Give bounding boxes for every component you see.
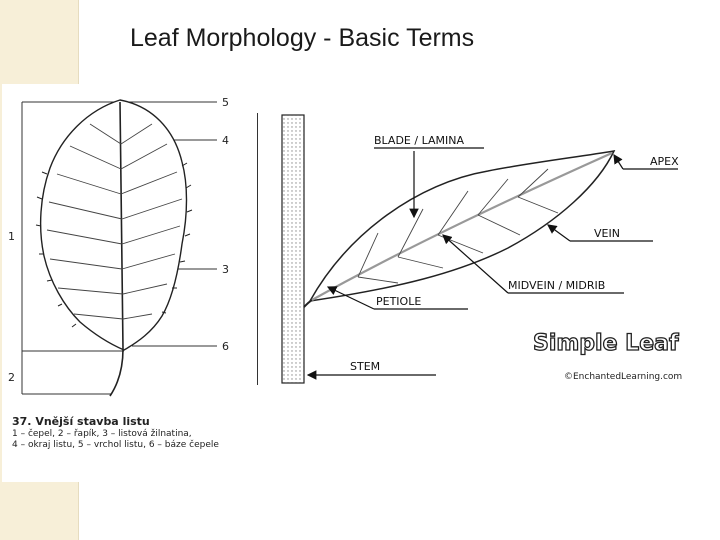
stem-label: STEM [350,360,381,373]
credit-text: ©EnchantedLearning.com [564,372,683,382]
petiole-label: PETIOLE [376,295,422,308]
label-1: 1 [8,230,15,243]
label-4: 4 [222,134,229,147]
blade-label: BLADE / LAMINA [374,134,464,147]
apex-label: APEX [650,155,679,168]
stem-shape [282,115,304,383]
apex-arrow [614,155,623,169]
vein-arrow [548,225,570,241]
midvein-label: MIDVEIN / MIDRIB [508,279,606,292]
left-leaf-figure [2,84,256,482]
label-3: 3 [222,263,229,276]
caption-line-1: 1 – čepel, 2 – řapík, 3 – listová žilnatina, [12,429,192,439]
simple-leaf-drawing [258,113,720,385]
right-leaf-figure [257,113,720,385]
caption-line-2: 4 – okraj listu, 5 – vrchol listu, 6 – báze čepele [12,440,219,450]
caption-title: 37. Vnější stavba listu [12,415,150,428]
label-2: 2 [8,371,15,384]
left-figure-caption [12,416,252,451]
slide-title: Leaf Morphology - Basic Terms [130,24,475,52]
simple-leaf-title: Simple Leaf [533,331,679,356]
label-5: 5 [222,96,229,109]
vein-label: VEIN [594,227,620,240]
label-6: 6 [222,340,229,353]
